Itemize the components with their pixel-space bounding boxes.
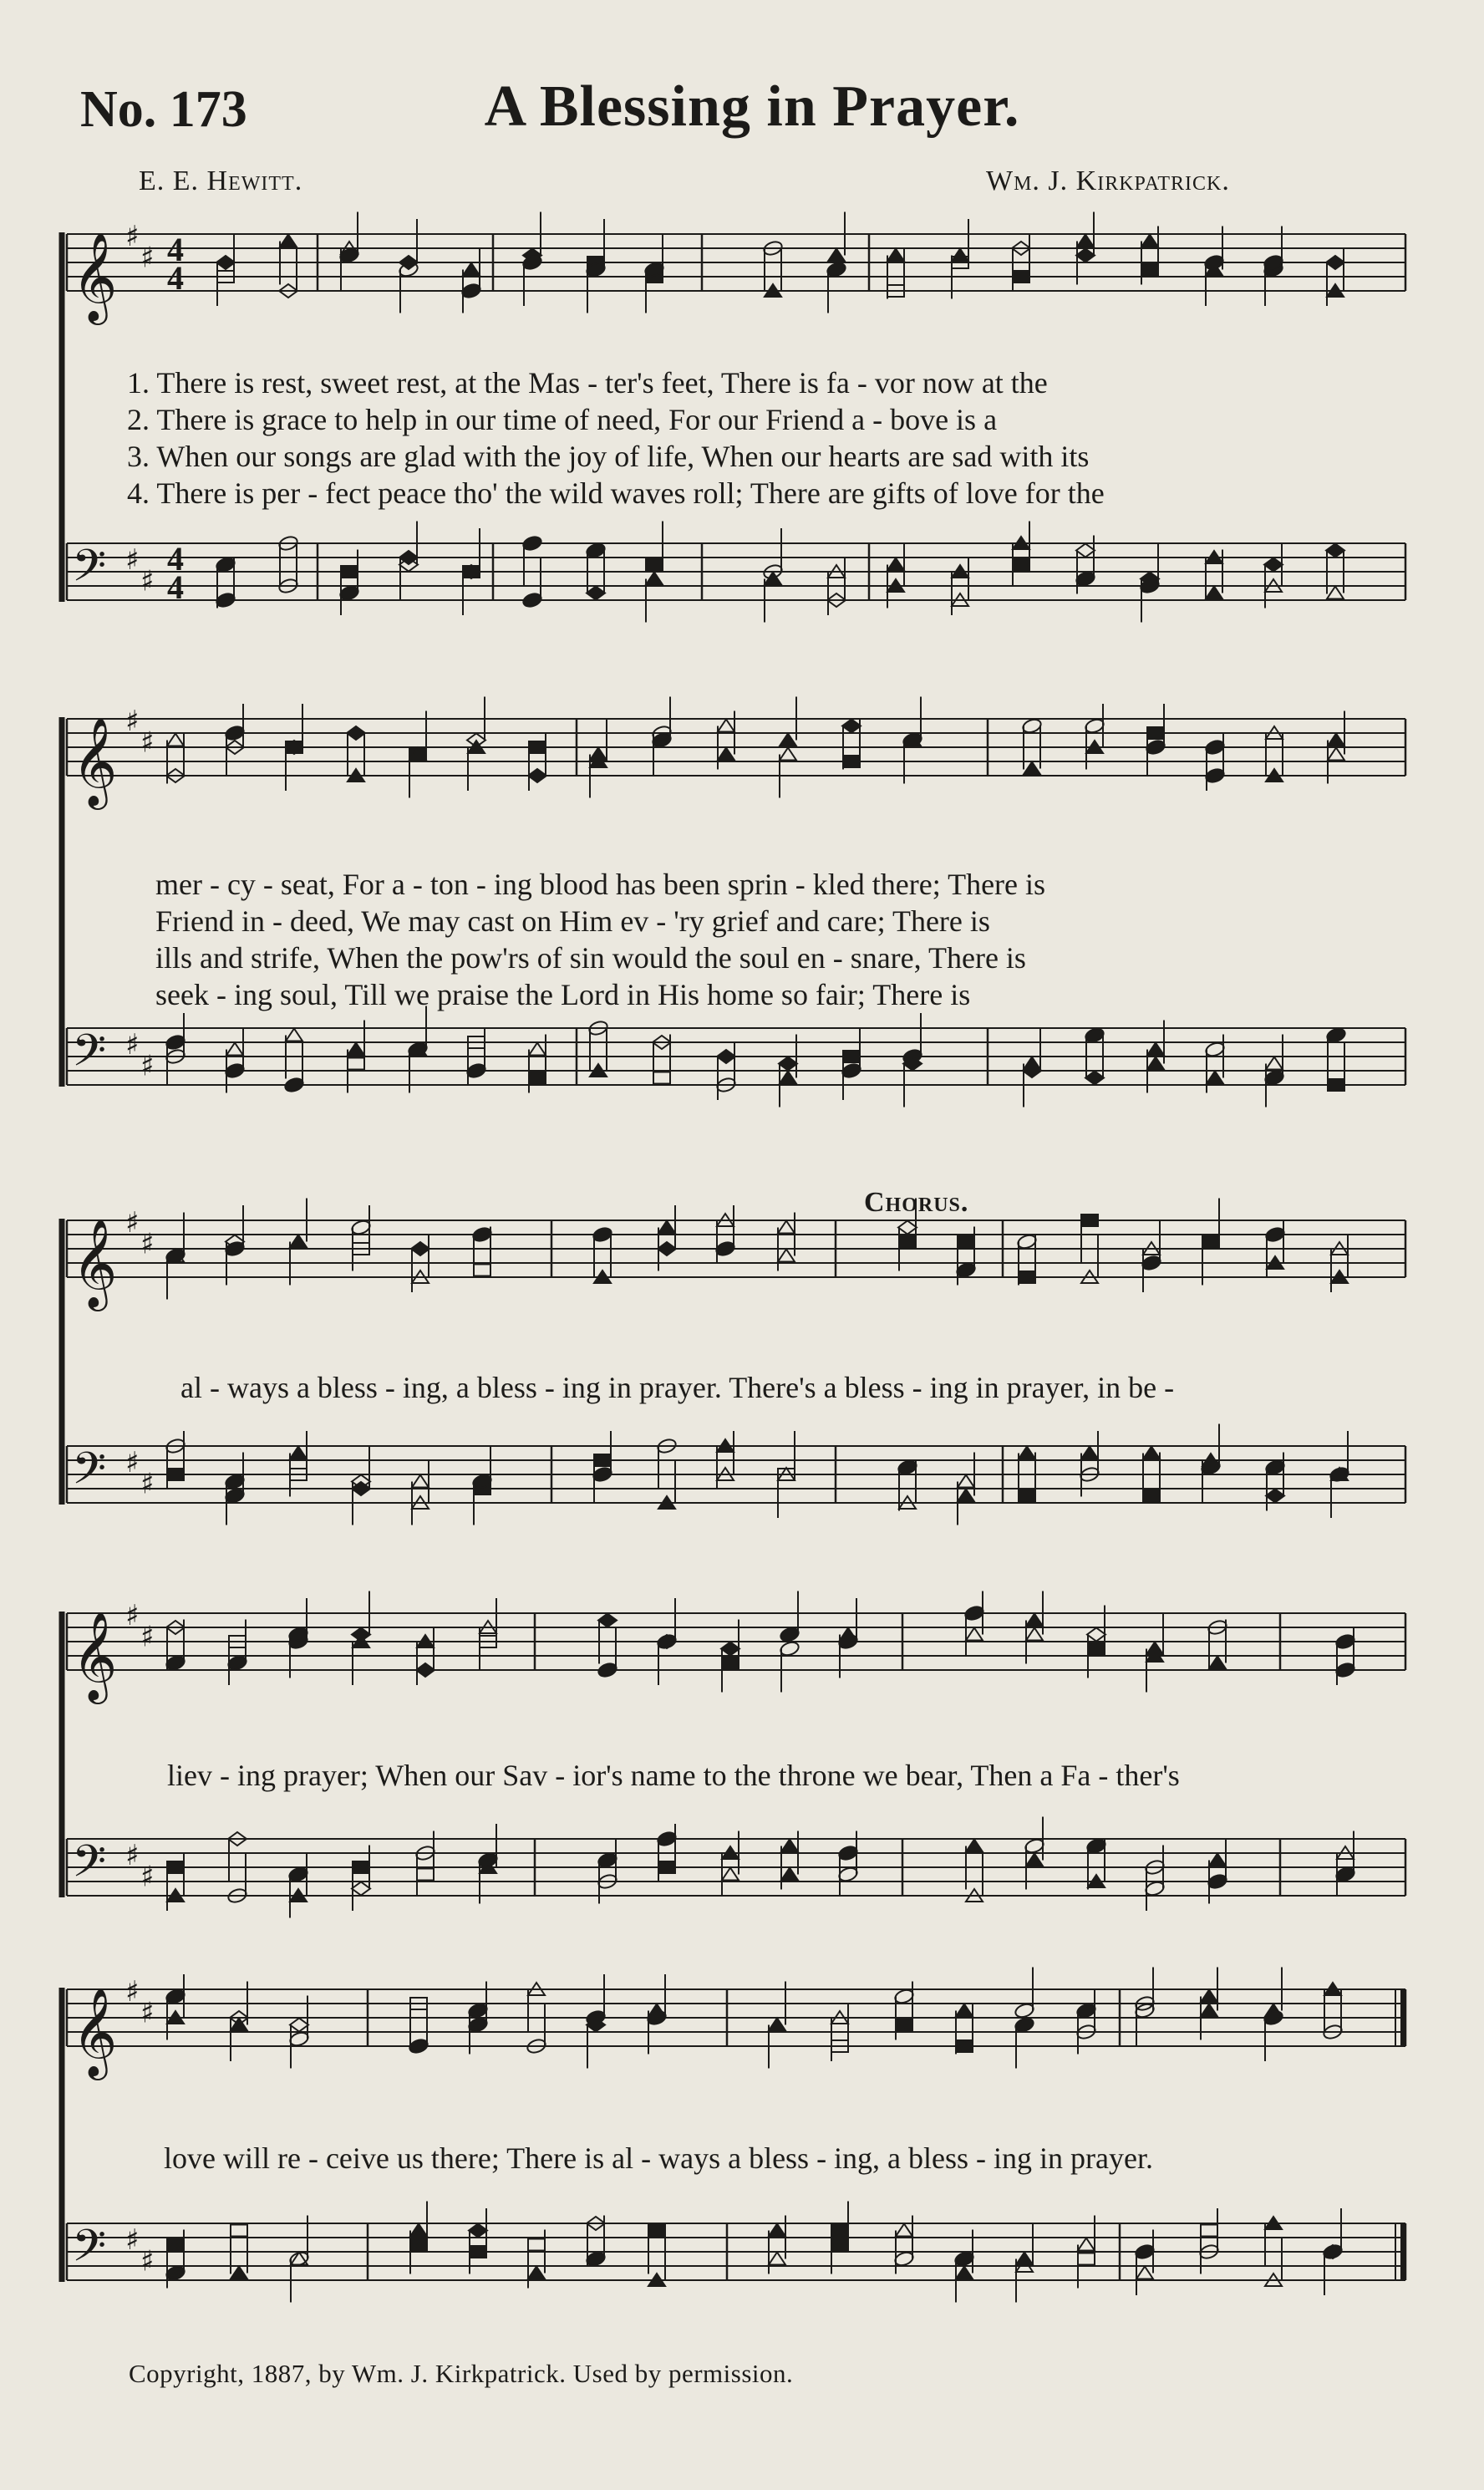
note-head	[1014, 2016, 1034, 2034]
sharp-icon: ♯	[140, 1467, 155, 1501]
music-system-4	[58, 1596, 1412, 1948]
lyric-line: love will re - ceive us there; There is al - ways a bless - ing, a bless - ing in prayer.	[164, 2141, 1153, 2175]
note-head	[714, 1240, 735, 1258]
note-head	[467, 2016, 488, 2034]
bass-staff	[67, 2221, 1405, 2283]
note-head	[1204, 1041, 1225, 1058]
note-head	[1266, 1489, 1284, 1503]
note-head	[338, 584, 359, 602]
note-head	[646, 573, 663, 585]
hymn-number: No. 173	[80, 81, 247, 138]
note-head	[1334, 1866, 1355, 1883]
note-head	[470, 2246, 486, 2258]
note-head	[1204, 739, 1225, 756]
note-head	[831, 2239, 848, 2251]
note-head	[412, 1475, 429, 1488]
note-head	[1334, 1662, 1355, 1679]
note-head	[347, 726, 365, 740]
note-head	[585, 542, 606, 559]
note-head	[1076, 249, 1095, 262]
sharp-icon: ♯	[140, 564, 155, 598]
note-head	[648, 2225, 665, 2237]
note-head	[290, 2019, 308, 2032]
note-head	[1019, 1447, 1035, 1459]
note-head	[1081, 1447, 1098, 1459]
note-head	[841, 1062, 861, 1080]
note-head	[167, 734, 184, 746]
note-head	[594, 1454, 611, 1466]
note-head	[1327, 587, 1344, 599]
note-head	[956, 2267, 973, 2279]
note-head	[897, 1459, 917, 1476]
music-system-2	[58, 702, 1412, 1137]
note-head	[1084, 717, 1105, 735]
note-head	[658, 1242, 676, 1255]
note-head	[778, 1221, 795, 1234]
note-head	[528, 2267, 545, 2279]
bass-staff	[67, 1444, 1405, 1505]
note-head	[1075, 2002, 1096, 2019]
sharp-icon: ♯	[125, 1975, 140, 2009]
treble-clef-icon: 𝄞	[72, 1611, 118, 1700]
note-head	[410, 2239, 427, 2251]
note-head	[1147, 1057, 1164, 1070]
note-head	[958, 1489, 974, 1502]
note-head	[780, 734, 796, 746]
note-head	[658, 1221, 675, 1234]
note-head	[648, 2004, 665, 2017]
note-head	[1078, 2253, 1095, 2265]
note-head	[283, 1077, 304, 1094]
copyright-notice: Copyright, 1887, by Wm. J. Kirkpatrick. Used by permission.	[129, 2359, 794, 2388]
sharp-icon: ♯	[125, 1446, 140, 1479]
note-head	[585, 2250, 606, 2268]
lyric-line: 1. There is rest, sweet rest, at the Mas - ter's feet, There is fa - vor now at the	[127, 366, 1048, 400]
note-head	[592, 1226, 612, 1244]
note-head	[896, 2019, 912, 2031]
sharp-icon: ♯	[140, 1996, 155, 2030]
note-head	[165, 2264, 186, 2282]
note-head	[826, 261, 846, 278]
note-head	[1076, 544, 1095, 558]
note-head	[658, 1861, 675, 1873]
note-head	[778, 1250, 795, 1262]
note-head	[529, 741, 546, 753]
note-head	[350, 1219, 371, 1236]
note-head	[1143, 1447, 1160, 1459]
note-head	[1026, 1614, 1043, 1627]
note-head	[1264, 1459, 1285, 1476]
note-head	[1206, 587, 1222, 599]
note-head	[1263, 2009, 1283, 2027]
note-head	[1024, 1057, 1040, 1070]
note-head	[1014, 2002, 1034, 2019]
note-head	[1334, 1633, 1355, 1651]
note-head	[955, 1261, 976, 1279]
note-head	[286, 1029, 302, 1041]
note-head	[1075, 570, 1095, 588]
note-head	[1203, 254, 1224, 272]
note-head	[290, 1235, 307, 1248]
note-head	[780, 748, 796, 761]
time-signature-digit: 4	[167, 231, 184, 268]
lyric-line: 2. There is grace to help in our time of need, For our Friend a - bove is a	[127, 403, 998, 436]
note-head	[1024, 1837, 1044, 1855]
note-head	[769, 2019, 785, 2031]
note-head	[779, 1057, 797, 1071]
note-head	[288, 2030, 309, 2048]
treble-staff	[67, 705, 1405, 810]
sharp-icon: ♯	[125, 2223, 140, 2257]
note-head	[717, 1050, 735, 1063]
note-head	[224, 1062, 245, 1080]
note-head	[1264, 558, 1283, 572]
chorus-label: Chorus.	[864, 1187, 969, 1218]
note-head	[1088, 1643, 1105, 1655]
note-head	[348, 1043, 364, 1056]
final-barline-thick	[1400, 2223, 1406, 2280]
note-head	[167, 2239, 184, 2251]
sharp-icon: ♯	[140, 241, 155, 275]
bass-clef-icon: 𝄢	[72, 1026, 107, 1087]
note-head	[1201, 1990, 1217, 2003]
note-head	[769, 2224, 785, 2237]
sharp-icon: ♯	[140, 1620, 155, 1654]
note-head	[410, 2224, 427, 2237]
note-head	[781, 1868, 798, 1881]
note-head	[477, 1851, 498, 1869]
note-head	[231, 2267, 247, 2279]
note-head	[843, 1051, 860, 1062]
note-head	[1013, 271, 1029, 283]
sharp-icon: ♯	[140, 2244, 155, 2279]
note-head	[1266, 1057, 1283, 1070]
note-head	[467, 2002, 488, 2019]
treble-staff	[67, 220, 1405, 325]
note-head	[1134, 2243, 1155, 2261]
note-head	[1145, 739, 1166, 756]
time-signature-digit: 4	[167, 259, 184, 297]
note-head	[828, 249, 845, 262]
note-head	[167, 1469, 184, 1480]
note-head	[1026, 1628, 1043, 1641]
bass-staff	[67, 540, 1405, 606]
note-head	[1021, 717, 1042, 735]
note-head	[896, 2224, 912, 2237]
note-head	[598, 1614, 617, 1627]
music-system-3	[58, 1204, 1412, 1555]
sharp-icon: ♯	[125, 705, 140, 738]
lyric-line: 3. When our songs are glad with the joy of life, When our hearts are sad with its	[127, 440, 1090, 473]
note-head	[215, 592, 236, 609]
note-head	[781, 1840, 798, 1852]
note-head	[465, 1062, 486, 1080]
bass-clef-icon: 𝄢	[72, 2221, 107, 2283]
note-head	[893, 2250, 914, 2268]
note-head	[338, 247, 359, 264]
time-signature-digit: 4	[167, 568, 184, 606]
note-head	[1264, 1226, 1285, 1244]
note-head	[779, 1640, 800, 1657]
sharp-icon: ♯	[140, 726, 155, 760]
note-head	[471, 1226, 492, 1244]
note-head	[474, 1265, 490, 1276]
lyric-line: liev - ing prayer; When our Sav - ior's name to the throne we bear, Then a Fa - ther's	[167, 1759, 1180, 1792]
lyric-line: Friend in - deed, We may cast on Him ev - 'ry grief and care; There is	[155, 904, 990, 938]
sharp-icon: ♯	[125, 1599, 140, 1632]
note-head	[1141, 264, 1158, 276]
note-head	[215, 556, 236, 573]
note-head	[1325, 1026, 1346, 1044]
note-head	[353, 1861, 369, 1873]
note-head	[1201, 2225, 1217, 2237]
treble-clef-icon: 𝄞	[72, 1987, 118, 2076]
note-head	[1326, 544, 1344, 558]
lyric-line: seek - ing soul, Till we praise the Lord in His home so fair; There is	[155, 978, 971, 1011]
note-head	[416, 1663, 435, 1677]
sharp-icon: ♯	[125, 220, 140, 253]
note-head	[529, 1072, 546, 1084]
note-head	[843, 756, 860, 767]
note-head	[226, 1654, 247, 1672]
treble-staff	[67, 1206, 1405, 1311]
note-head	[1143, 1490, 1160, 1502]
bass-clef-icon: 𝄢	[72, 541, 107, 603]
note-head	[840, 1628, 856, 1641]
note-head	[722, 1657, 739, 1669]
note-head	[165, 1988, 186, 2005]
note-head	[1263, 1069, 1284, 1087]
note-head	[231, 2225, 247, 2237]
treble-staff	[67, 1975, 1405, 2080]
note-head	[521, 535, 542, 552]
note-head	[1202, 1236, 1219, 1248]
note-head	[1144, 1880, 1165, 1897]
note-head	[1326, 256, 1344, 269]
note-head	[1085, 1837, 1106, 1855]
note-head	[597, 1662, 617, 1679]
note-head	[956, 2040, 973, 2052]
note-head	[1085, 1072, 1104, 1085]
sharp-icon: ♯	[140, 1860, 155, 1894]
note-head	[831, 2225, 848, 2237]
music-system-5	[58, 1973, 1412, 2332]
note-head	[521, 592, 542, 609]
note-head	[956, 2004, 973, 2017]
note-head	[280, 235, 297, 247]
note-head	[1141, 1255, 1161, 1272]
composer-credit: Wm. J. Kirkpatrick.	[986, 165, 1230, 196]
note-head	[837, 1866, 858, 1883]
note-head	[1146, 1642, 1163, 1655]
sharp-icon: ♯	[125, 1839, 140, 1872]
note-head	[1019, 1271, 1035, 1283]
note-head	[167, 1861, 184, 1873]
note-head	[528, 2239, 545, 2251]
treble-clef-icon: 𝄞	[72, 1218, 118, 1307]
note-head	[899, 1236, 916, 1248]
note-head	[898, 1221, 917, 1235]
lyricist-credit: E. E. Hewitt.	[139, 165, 303, 196]
note-head	[1207, 1072, 1223, 1084]
sharp-icon: ♯	[125, 1028, 140, 1062]
note-head	[1207, 1873, 1227, 1891]
note-head	[1209, 1657, 1226, 1669]
music-system-1	[58, 217, 1412, 652]
note-head	[224, 1473, 245, 1490]
note-head	[1147, 1043, 1164, 1056]
note-head	[341, 566, 358, 578]
note-head	[1328, 1079, 1344, 1091]
note-head	[408, 2038, 429, 2055]
note-head	[528, 769, 546, 782]
time-signature-digit: 4	[167, 540, 184, 578]
note-head	[646, 559, 663, 571]
note-head	[958, 1475, 974, 1488]
note-head	[1147, 727, 1164, 739]
note-head	[348, 1058, 364, 1070]
note-head	[469, 2224, 487, 2238]
bass-staff	[67, 1836, 1405, 1898]
note-head	[1087, 1628, 1105, 1642]
note-head	[952, 249, 968, 262]
note-head	[1084, 1026, 1105, 1044]
note-head	[1081, 1214, 1098, 1226]
note-head	[893, 1988, 914, 2005]
note-head	[1013, 559, 1029, 571]
hymn-title: A Blessing in Prayer.	[484, 74, 1020, 139]
note-head	[780, 1072, 796, 1084]
note-head	[1016, 1233, 1037, 1250]
note-head	[226, 1043, 243, 1056]
note-head	[224, 725, 245, 742]
note-head	[411, 1242, 429, 1255]
note-head	[287, 1866, 308, 1883]
note-head	[224, 1487, 245, 1505]
note-head	[887, 558, 904, 571]
note-head	[290, 1447, 307, 1459]
note-head	[842, 720, 861, 733]
note-head	[1024, 762, 1040, 775]
note-head	[887, 249, 904, 262]
bass-clef-icon: 𝄢	[72, 1836, 107, 1898]
note-head	[779, 1626, 800, 1643]
note-head	[460, 283, 481, 300]
note-head	[656, 1831, 677, 1848]
note-head	[1026, 1854, 1043, 1866]
lyric-line: 4. There is per - fect peace tho' the wild waves roll; There are gifts of love for the	[127, 476, 1105, 510]
sharp-icon: ♯	[125, 543, 140, 577]
sharp-icon: ♯	[125, 1206, 140, 1240]
note-head	[1328, 748, 1344, 761]
note-head	[1209, 1854, 1226, 1866]
note-head	[1141, 235, 1158, 247]
note-head	[769, 2253, 785, 2265]
note-head	[656, 1633, 677, 1651]
note-head	[718, 720, 734, 732]
note-head	[216, 256, 235, 269]
note-head	[590, 748, 607, 761]
note-head	[592, 1466, 612, 1484]
note-head	[958, 1236, 974, 1248]
note-head	[1077, 235, 1094, 247]
note-head	[529, 1043, 546, 1056]
note-head	[463, 263, 480, 276]
note-head	[953, 2250, 974, 2268]
note-head	[653, 1072, 670, 1084]
note-head	[966, 1840, 983, 1852]
note-head	[837, 1845, 858, 1862]
note-head	[1328, 734, 1344, 746]
note-head	[722, 1868, 739, 1881]
treble-clef-icon: 𝄞	[72, 716, 118, 806]
final-barline-thick	[1400, 1989, 1406, 2046]
note-head	[963, 1605, 984, 1622]
note-head	[1016, 2253, 1033, 2265]
note-head	[1019, 1490, 1035, 1502]
lyric-line: ills and strife, When the pow'rs of sin would the soul en - snare, There is	[155, 941, 1026, 975]
note-head	[1204, 767, 1225, 785]
note-head	[721, 1642, 739, 1656]
note-head	[1201, 2004, 1217, 2017]
lyric-line: mer - cy - seat, For a - ton - ing blood has been sprin - kled there; There is	[155, 868, 1046, 901]
note-head	[165, 1034, 186, 1052]
note-head	[718, 748, 734, 761]
lyric-line: al - ways a bless - ing, a bless - ing in prayer. There's a bless - ing in prayer, in be -	[180, 1371, 1175, 1404]
note-head	[165, 1654, 186, 1672]
sharp-icon: ♯	[140, 1049, 155, 1083]
treble-clef-icon: 𝄞	[72, 232, 118, 321]
note-head	[1078, 2238, 1095, 2251]
note-head	[1136, 2267, 1153, 2279]
note-head	[966, 1628, 983, 1641]
note-head	[417, 1869, 434, 1881]
note-head	[597, 1851, 617, 1869]
sharp-icon: ♯	[140, 1227, 155, 1261]
note-head	[587, 587, 605, 600]
note-head	[352, 1882, 370, 1896]
bass-clef-icon: 𝄢	[72, 1444, 107, 1505]
